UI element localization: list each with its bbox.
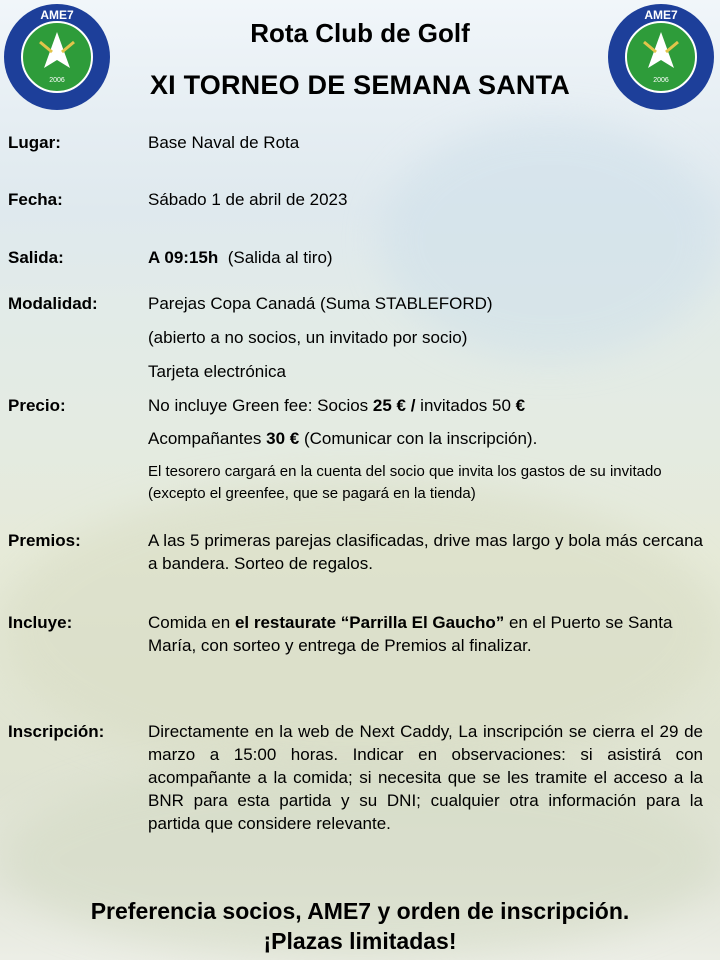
page-title: Rota Club de Golf	[250, 18, 470, 48]
logo-top-text: AME7	[644, 8, 678, 22]
page-subtitle: XI TORNEO DE SEMANA SANTA	[149, 70, 571, 100]
precio-invitados-currency: €	[515, 396, 526, 415]
lugar-value: Base Naval de Rota	[148, 133, 300, 152]
precio-socios-amount: 25 € /	[372, 396, 416, 415]
premios-label: Premios:	[8, 531, 81, 550]
inscripcion-label: Inscripción:	[8, 722, 105, 741]
inscripcion-text: Directamente en la web de Next Caddy, La inscripción se cierra el 29 de marzo a 15:00 horas. Indicar en observaciones: si asistirá con acompañante a la comida; si necesita que se les tramite el acceso a la BNR para esta partida y su DNI; cualquier otra información para la partida que considere relevante.	[148, 722, 703, 833]
logo-top-text: AME7	[40, 8, 74, 22]
precio-socios-text: No incluye Green fee: Socios	[148, 396, 373, 415]
precio-line2	[148, 427, 703, 450]
precio-acompanantes-note: (Comunicar con la inscripción).	[299, 429, 538, 448]
precio-acompanantes-amount: 30 €	[266, 429, 300, 448]
modalidad-line3: Tarjeta electrónica	[148, 362, 286, 381]
precio-note: El tesorero cargará en la cuenta del socio que invita los gastos de su invitado (excepto el greenfee, que se pagará en la tienda)	[148, 463, 662, 502]
precio-label: Precio:	[8, 396, 66, 415]
fecha-label: Fecha:	[8, 190, 63, 209]
incluye-restaurant: el restaurate “Parrilla El Gaucho”	[234, 613, 505, 632]
incluye-text	[148, 611, 703, 657]
logo-year: 2006	[653, 77, 669, 84]
modalidad-line2: (abierto a no socios, un invitado por socio)	[148, 328, 468, 347]
modalidad-line1: Parejas Copa Canadá (Suma STABLEFORD)	[148, 294, 493, 313]
precio-acompanantes-text: Acompañantes	[148, 429, 267, 448]
salida-note: (Salida al tiro)	[227, 248, 333, 267]
lugar-label: Lugar:	[8, 133, 61, 152]
footer-limited: ¡Plazas limitadas!	[263, 928, 457, 954]
incluye-label: Incluye:	[8, 613, 73, 632]
incluye-details: en el Puerto se Santa María, con sorteo y entrega de Premios al finalizar.	[148, 613, 673, 655]
salida-time: A 09:15h	[148, 248, 219, 267]
fecha-value: Sábado 1 de abril de 2023	[148, 190, 348, 209]
modalidad-label: Modalidad:	[8, 294, 98, 313]
incluye-intro: Comida en	[148, 613, 235, 632]
footer-preference: Preferencia socios, AME7 y orden de inscripción.	[90, 898, 630, 924]
precio-line1	[148, 394, 703, 417]
premios-text: A las 5 primeras parejas clasificadas, drive mas largo y bola más cercana a bandera. Sorteo de regalos.	[148, 531, 703, 573]
salida-value	[148, 246, 703, 269]
salida-label: Salida:	[8, 248, 64, 267]
precio-invitados-text: invitados 50	[415, 396, 516, 415]
logo-year: 2006	[49, 77, 65, 84]
